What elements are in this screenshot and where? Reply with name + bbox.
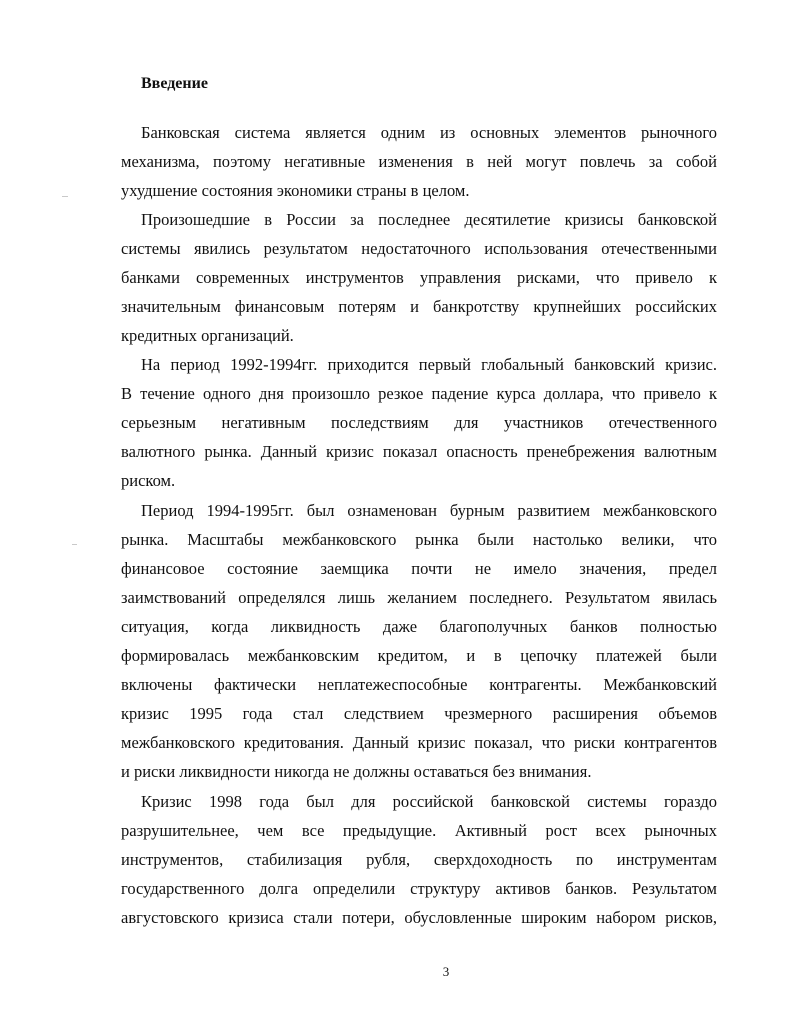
text-line: межбанковского кредитования. Данный кризис показал, что риски контрагентов [121, 733, 717, 752]
text-line: кризис 1995 года стал следствием чрезмерного расширения объемов [121, 704, 717, 723]
text-line: Период 1994-1995гг. был ознаменован бурным развитием межбанковского [141, 501, 717, 520]
text-line: Произошедшие в России за последнее десятилетие кризисы банковской [141, 210, 717, 229]
text-line: механизма, поэтому негативные изменения в ней могут повлечь за собой [121, 152, 717, 171]
text-line: разрушительнее, чем все предыдущие. Активный рост всех рыночных [121, 821, 717, 840]
text-line: Кризис 1998 года был для российской банковской системы гораздо [141, 792, 717, 811]
text-line: банками современных инструментов управления рисками, что привело к [121, 268, 717, 287]
text-line: включены фактически неплатежеспособные контрагенты. Межбанковский [121, 675, 717, 694]
page-heading: Введение [141, 75, 208, 92]
text-line: риском. [121, 471, 176, 490]
text-line: августовского кризиса стали потери, обусловленные широким набором рисков, [121, 908, 717, 927]
scan-speck [62, 196, 68, 197]
text-line: государственного долга определили структуру активов банков. Результатом [121, 879, 717, 898]
text-line: заимствований определялся лишь желанием последнего. Результатом явилась [121, 588, 717, 607]
text-line: системы явились результатом недостаточного использования отечественными [121, 239, 717, 258]
text-line: формировалась межбанковским кредитом, и в цепочку платежей были [121, 646, 717, 665]
text-line: финансовое состояние заемщика почти не имело значения, предел [121, 559, 717, 578]
text-line: и риски ликвидности никогда не должны оставаться без внимания. [121, 762, 592, 781]
text-line: значительным финансовым потерям и банкротству крупнейших российских [121, 297, 717, 316]
page-number: 3 [442, 964, 450, 979]
text-line: ситуация, когда ликвидность даже благополучных банков полностью [121, 617, 717, 636]
text-line: кредитных организаций. [121, 326, 294, 345]
text-line: В течение одного дня произошло резкое падение курса доллара, что привело к [121, 384, 717, 403]
text-line: инструментов, стабилизация рубля, сверхдоходность по инструментам [121, 850, 717, 869]
text-line: рынка. Масштабы межбанковского рынка были настолько велики, что [121, 530, 717, 549]
text-line: валютного рынка. Данный кризис показал опасность пренебрежения валютным [121, 442, 717, 461]
text-line: серьезным негативным последствиям для участников отечественного [121, 413, 717, 432]
text-line: ухудшение состояния экономики страны в целом. [121, 181, 470, 200]
scan-speck [72, 544, 77, 545]
text-line: Банковская система является одним из основных элементов рыночного [141, 123, 717, 142]
text-line: На период 1992-1994гг. приходится первый глобальный банковский кризис. [141, 355, 717, 374]
